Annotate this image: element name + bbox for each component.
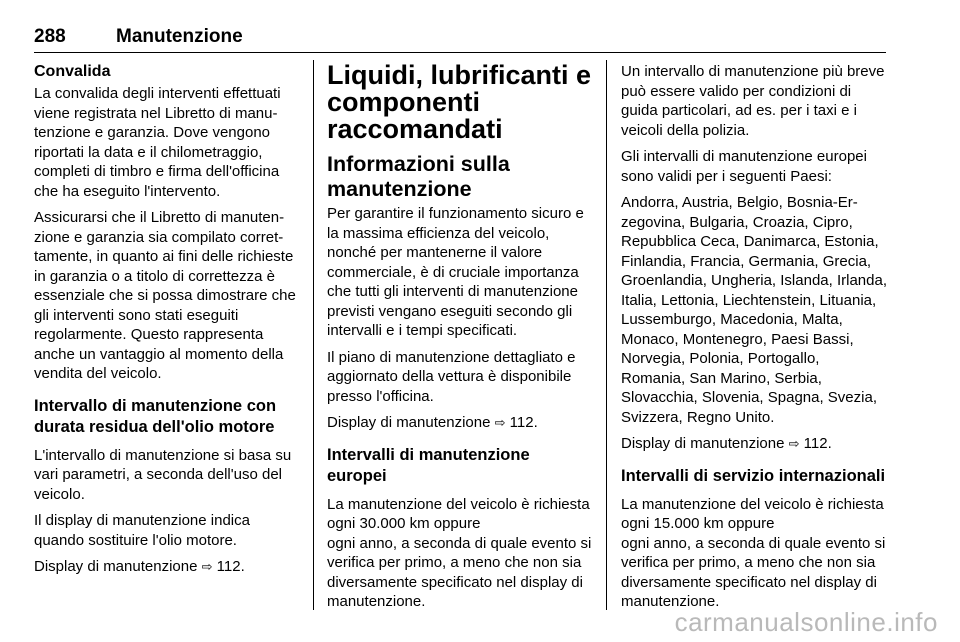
paragraph: Un intervallo di manutenzione più breve può essere valido per condizioni di guida particolari, ad es. per i taxi e i veicoli della polizia. xyxy=(621,63,885,139)
cross-reference[interactable]: Display di manutenzione ⇨ 112. xyxy=(34,558,245,575)
paragraph: L'intervallo di manutenzione si basa su vari parametri, a seconda dell'uso del veicolo. xyxy=(34,446,292,503)
paragraph: La manutenzione del veicolo è richiesta ogni 15.000 km oppure xyxy=(621,495,884,532)
heading-intervallo-olio: Intervallo di manutenzione con durata residua dell'olio motore xyxy=(34,396,277,436)
arrow-right-icon: ⇨ xyxy=(788,436,800,451)
paragraph: La convalida degli interventi effettuati viene registrata nel Libretto di manutenzione e garanzia. Dove vengono riportati la data e il chilometraggio, completi di timbro e firma dell'officina che ha eseguito l'intervento. xyxy=(34,85,281,200)
heading-informazioni: Informazioni sulla manutenzione xyxy=(327,152,510,201)
column-divider-1 xyxy=(313,60,314,610)
arrow-right-icon: ⇨ xyxy=(494,415,506,430)
heading-intervalli-europei: Intervalli di manutenzione europei xyxy=(327,445,530,485)
paragraph: Per garantire il funzionamento sicuro e la massima efficienza del veicolo, nonché per mantenerne il valore commerciale, è di cruciale importanza che tutti gli interventi di manutenzione previsti vengano eseguiti secondo gli intervalli e i tempi specificati. xyxy=(327,205,584,339)
column-left xyxy=(34,62,300,584)
cross-reference[interactable]: Display di manutenzione ⇨ 112. xyxy=(621,435,832,452)
paragraph: ogni anno, a seconda di quale evento si verifica per primo, a meno che non sia diversamente specificato nel display di manutenzione. xyxy=(621,534,886,610)
chapter-title: Manutenzione xyxy=(116,26,243,47)
watermark: carmanualsonline.info xyxy=(674,607,938,637)
paragraph: ogni anno, a seconda di quale evento si verifica per primo, a meno che non sia diversamente specificato nel display di manutenzione. xyxy=(327,534,592,610)
paragraph: Il display di manutenzione indica quando sostituire l'olio motore. xyxy=(34,512,250,549)
column-divider-2 xyxy=(606,60,607,610)
heading-convalida: Convalida xyxy=(34,63,111,80)
column-middle xyxy=(327,62,593,619)
paragraph: Gli intervalli di manutenzione europei sono validi per i seguenti Paesi: xyxy=(621,148,867,185)
paragraph: La manutenzione del veicolo è richiesta ogni 30.000 km oppure xyxy=(327,495,590,532)
header-divider xyxy=(34,52,886,53)
cross-reference[interactable]: Display di manutenzione ⇨ 112. xyxy=(327,414,538,431)
section-title: Liquidi, lubrificanti e componenti raccomandati xyxy=(327,60,592,144)
page-number: 288 xyxy=(34,26,66,47)
paragraph: Il piano di manutenzione dettagliato e aggiornato della vettura è disponibile presso l'officina. xyxy=(327,348,576,405)
heading-intervalli-internazionali: Intervalli di servizio internazionali xyxy=(621,466,886,485)
country-list: Andorra, Austria, Belgio, Bosnia-Erzegovina, Bulgaria, Croazia, Cipro, Repubblica Ceca, Danimarca, Estonia, Finlandia, Francia, Germania, Grecia, Groenlandia, Ungheria, Islanda, Irlanda, Italia, Lettonia, Liechtenstein, Lituania, Lussemburgo, Macedonia, Malta, Monaco, Montenegro, Paesi Bassi, Norvegia, Polonia, Portogallo, Romania, San Marino, Serbia, Slovacchia, Slovenia, Spagna, Svezia, Svizzera, Regno Unito. xyxy=(621,194,888,426)
page-header xyxy=(34,26,886,50)
arrow-right-icon: ⇨ xyxy=(201,559,213,574)
paragraph: Assicurarsi che il Libretto di manutenzione e garanzia sia compilato correttamente, in quanto ai fini delle richieste in garanzia o a titolo di correttezza è essenziale che si possa dimostrare che gli interventi sono stati eseguiti regolarmente. Questo rappresenta anche un vantaggio al momento della vendita del veicolo. xyxy=(34,209,296,382)
column-right xyxy=(621,62,887,619)
